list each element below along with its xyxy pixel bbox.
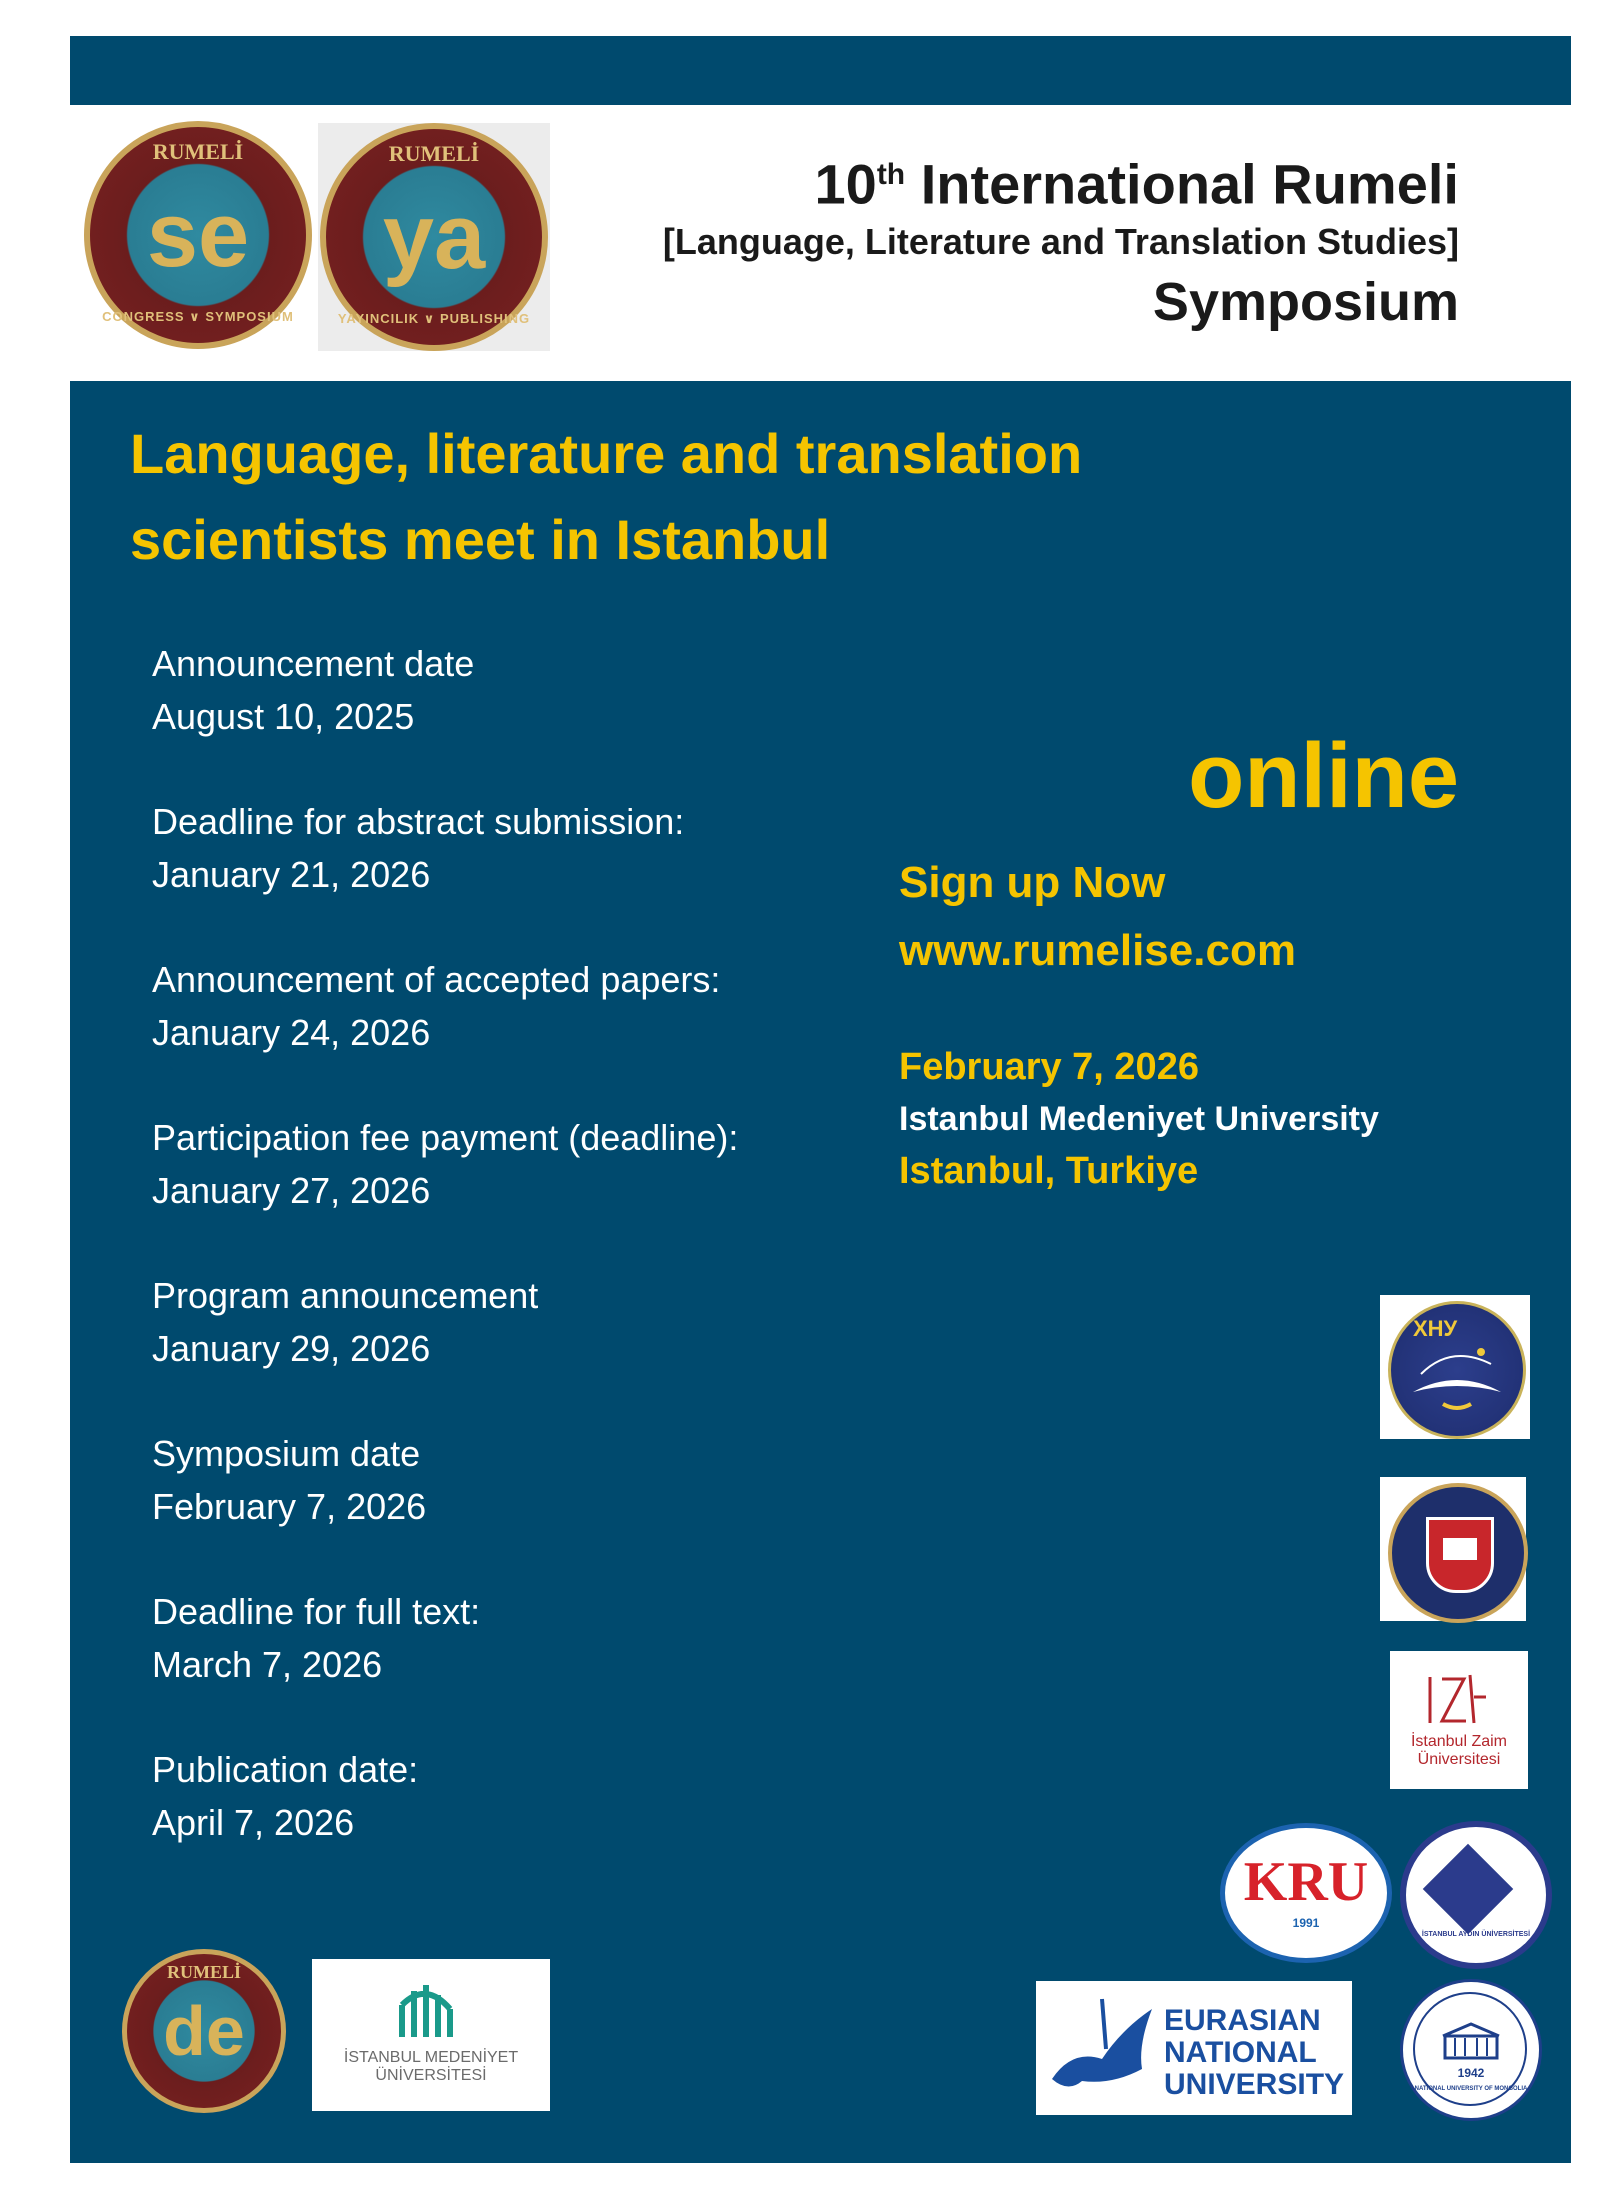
- event-mode: online: [1188, 725, 1459, 827]
- signup-link[interactable]: www.rumelise.com: [899, 926, 1296, 975]
- eurasian-national-university-logo: [1036, 1981, 1352, 2115]
- timeline-item: [152, 1111, 872, 1217]
- zaim-text: [1390, 1733, 1528, 1769]
- timeline-date: April 7, 2026: [152, 1802, 355, 1843]
- logo-ring-text: RUMELİ: [166, 1962, 241, 1982]
- eurasian-line: EURASIAN: [1164, 2004, 1321, 2037]
- timeline-item: [152, 1585, 872, 1691]
- xhy-text: ХНУ: [1413, 1316, 1458, 1341]
- headline-line: Language, literature and translation: [130, 422, 1083, 485]
- logo-caption: YAYINCILIK ∨ PUBLISHING: [337, 311, 531, 326]
- istanbul-zaim-logo: [1390, 1651, 1528, 1789]
- timeline-date: January 24, 2026: [152, 1012, 431, 1053]
- event-city: Istanbul, Turkiye: [899, 1150, 1199, 1192]
- main-panel: [70, 381, 1571, 2163]
- kru-logo: [1220, 1823, 1392, 1963]
- mongolia-logo: [1400, 1979, 1542, 2121]
- istanbul-aydin-logo: [1400, 1821, 1552, 1969]
- timeline-date: March 7, 2026: [152, 1644, 383, 1685]
- timeline-date: February 7, 2026: [152, 1486, 427, 1527]
- logo-caption: CONGRESS ∨ SYMPOSIUM: [102, 309, 294, 324]
- symposium-title: [663, 143, 1459, 337]
- timeline-item: [152, 795, 872, 901]
- mongolia-text: NATIONAL UNIVERSITY OF MONGOLIA: [1414, 2086, 1528, 2092]
- aydin-text: İSTANBUL AYDIN ÜNİVERSİTESİ: [1421, 1931, 1531, 1938]
- building-icon: [1441, 2022, 1501, 2062]
- zaim-line: İstanbul Zaim: [1410, 1733, 1508, 1750]
- rumeli-de-logo: [122, 1949, 286, 2113]
- rumeli-se-logo: [84, 121, 312, 349]
- timeline-item: [152, 1427, 872, 1533]
- timeline-date: January 29, 2026: [152, 1328, 431, 1369]
- signup-text: Sign up Now: [899, 858, 1166, 907]
- title-ordinal: th: [876, 158, 906, 191]
- zaim-mark-icon: [1390, 1657, 1528, 1737]
- timeline-date: August 10, 2025: [152, 696, 415, 737]
- medeniyet-line: İSTANBUL MEDENİYET: [343, 2049, 519, 2066]
- eurasian-text: [1164, 2005, 1344, 2101]
- timeline-item: [152, 1743, 872, 1849]
- timeline-label: Participation fee payment (deadline):: [152, 1117, 739, 1158]
- xhy-seal-icon: [1388, 1301, 1526, 1439]
- belgrade-logo: [1380, 1477, 1526, 1621]
- headline: [130, 411, 1230, 583]
- medeniyet-text: [312, 2049, 550, 2085]
- headline-line: scientists meet in Istanbul: [130, 508, 831, 571]
- belgrade-seal-icon: [1388, 1483, 1528, 1623]
- timeline-item: [152, 1269, 872, 1375]
- eurasian-line: NATIONAL: [1164, 2036, 1317, 2069]
- top-color-bar: [70, 36, 1571, 105]
- timeline-label: Deadline for abstract submission:: [152, 801, 685, 842]
- event-date: February 7, 2026: [899, 1046, 1199, 1088]
- timeline-date: January 21, 2026: [152, 854, 431, 895]
- title-text: International Rumeli: [905, 152, 1459, 216]
- timeline-label: Publication date:: [152, 1749, 419, 1790]
- medeniyet-line: ÜNİVERSİTESİ: [375, 2067, 487, 2084]
- logo-ring-text: RUMELİ: [388, 141, 480, 166]
- rumeli-ya-logo-box: [318, 123, 550, 351]
- shield-icon: [1426, 1517, 1494, 1593]
- signup-block: [899, 849, 1459, 985]
- timeline-date: January 27, 2026: [152, 1170, 431, 1211]
- timeline-label: Announcement of accepted papers:: [152, 959, 721, 1000]
- kru-text: KRU: [1243, 1851, 1369, 1913]
- kru-year: 1991: [1292, 1916, 1320, 1930]
- timeline-item: [152, 953, 872, 1059]
- istanbul-medeniyet-logo: [312, 1959, 550, 2111]
- timeline-list: [152, 637, 872, 1901]
- zaim-line: Üniversitesi: [1417, 1751, 1501, 1768]
- pegasus-icon: [1042, 1989, 1172, 2109]
- logo-center-text: ya: [382, 186, 486, 288]
- event-info: [899, 721, 1459, 1197]
- logo-center-text: se: [146, 184, 250, 286]
- event-venue: Istanbul Medeniyet University: [899, 1100, 1379, 1138]
- logo-ring-text: RUMELİ: [152, 139, 244, 164]
- eurasian-line: UNIVERSITY: [1164, 2068, 1345, 2101]
- rumeli-ya-logo: [320, 123, 548, 351]
- timeline-label: Symposium date: [152, 1433, 421, 1474]
- diamond-icon: [1423, 1844, 1514, 1935]
- timeline-label: Deadline for full text:: [152, 1591, 481, 1632]
- timeline-label: Program announcement: [152, 1275, 539, 1316]
- timeline-item: [152, 637, 872, 743]
- title-symposium: Symposium: [1152, 271, 1459, 332]
- header: [70, 105, 1571, 381]
- logo-center-text: de: [163, 1992, 245, 2070]
- medeniyet-columns-icon: [396, 1981, 466, 2041]
- mongolia-year: 1942: [1457, 2066, 1485, 2080]
- xhy-logo: [1380, 1295, 1530, 1439]
- title-number: 10: [814, 152, 877, 216]
- timeline-label: Announcement date: [152, 643, 475, 684]
- title-subtitle: [Language, Literature and Translation Studies]: [662, 220, 1459, 262]
- book-icon: [1391, 1304, 1523, 1436]
